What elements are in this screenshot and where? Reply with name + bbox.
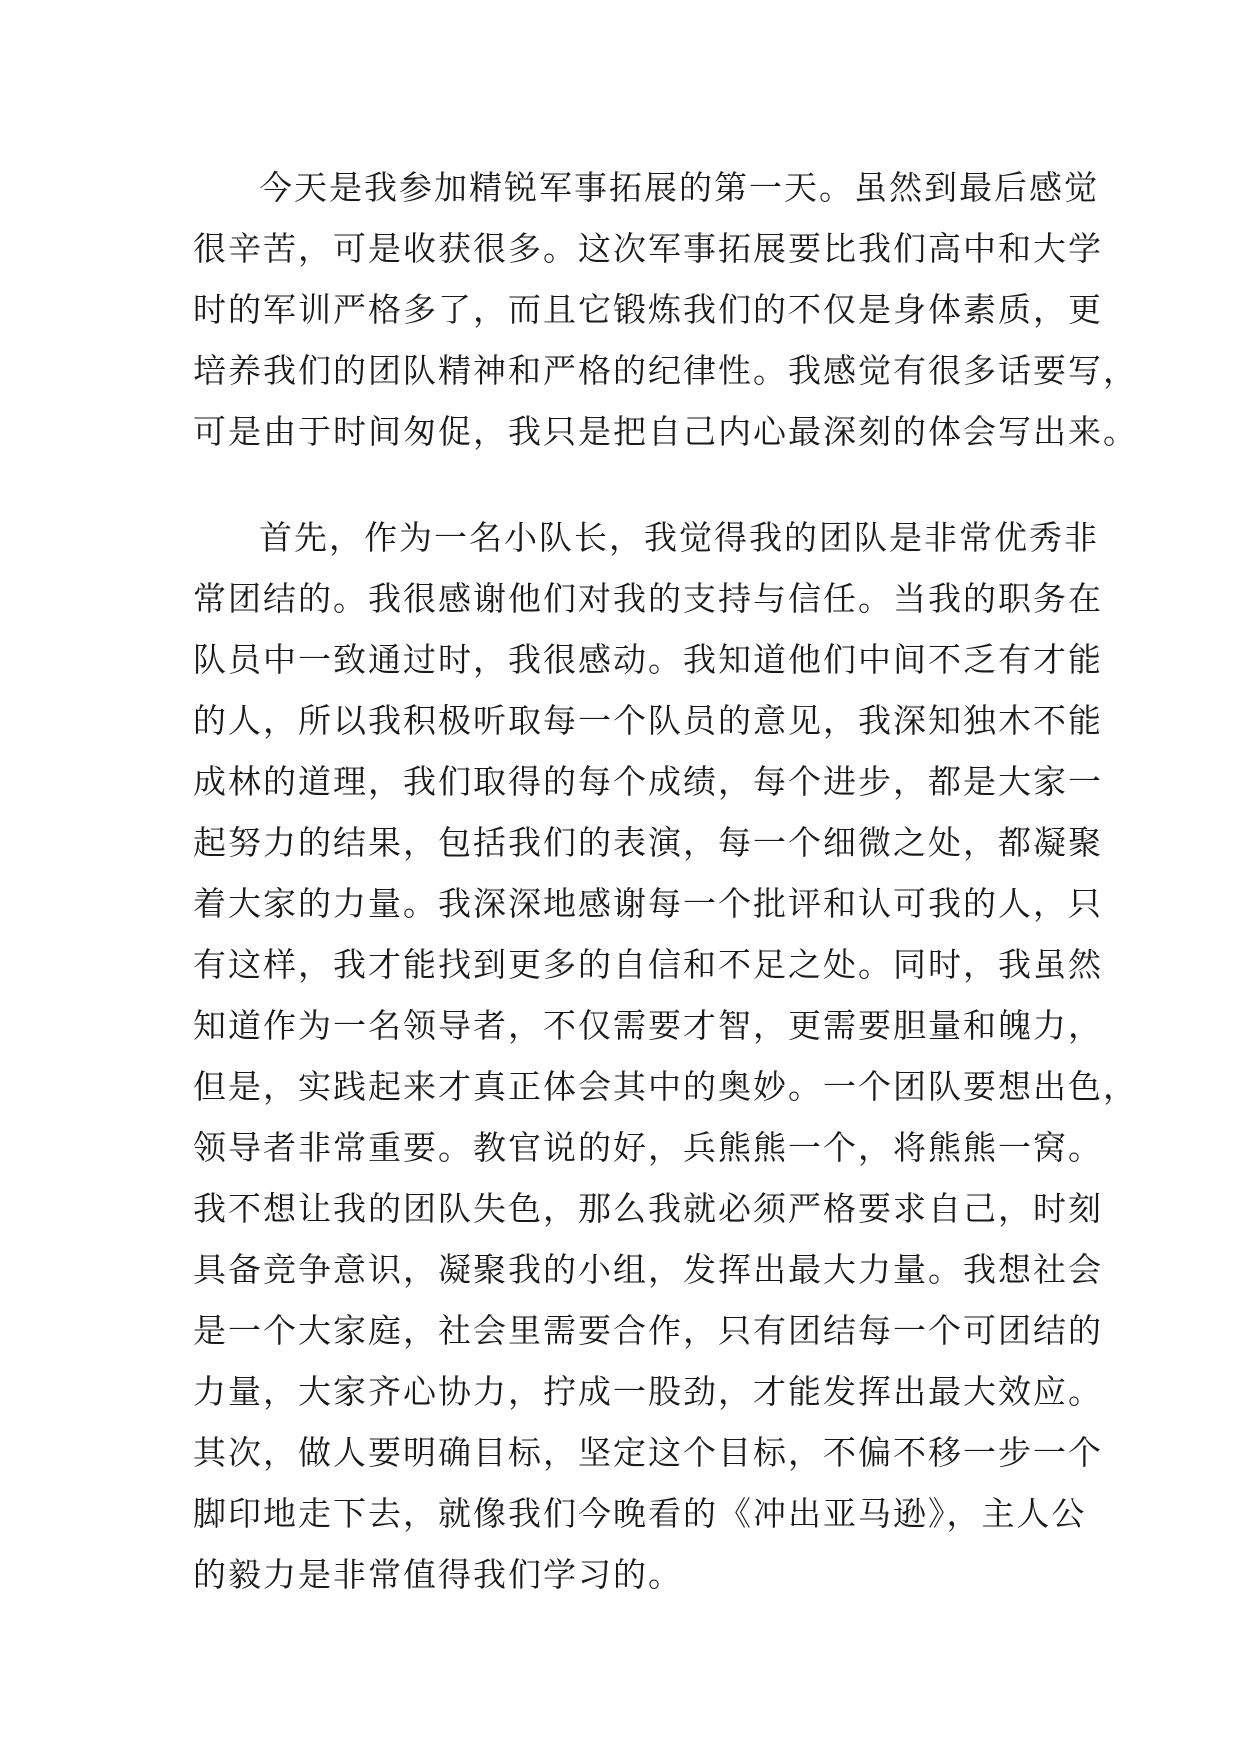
paragraph-line: 培养我们的团队精神和严格的纪律性。我感觉有很多话要写， [193,351,1138,390]
paragraph-line: 时的军训严格多了，而且它锻炼我们的不仅是身体素质，更 [193,290,1103,329]
paragraph-line: 是一个大家庭，社会里需要合作，只有团结每一个可团结的 [193,1311,1103,1350]
paragraph-line: 具备竞争意识，凝聚我的小组，发挥出最大力量。我想社会 [193,1250,1103,1289]
paragraph-line: 知道作为一名领导者，不仅需要才智，更需要胆量和魄力， [193,1006,1103,1045]
paragraph-line: 其次，做人要明确目标，坚定这个目标，不偏不移一步一个 [193,1433,1103,1472]
paragraph-line: 首先，作为一名小队长，我觉得我的团队是非常优秀非 [259,518,1099,557]
paragraph-line: 起努力的结果，包括我们的表演，每一个细微之处，都凝聚 [193,823,1103,862]
paragraph-line: 可是由于时间匆促，我只是把自己内心最深刻的体会写出来。 [193,412,1138,451]
paragraph-line: 今天是我参加精锐军事拓展的第一天。虽然到最后感觉 [259,168,1099,207]
paragraph-line: 但是，实践起来才真正体会其中的奥妙。一个团队要想出色， [193,1067,1138,1106]
paragraph-line: 很辛苦，可是收获很多。这次军事拓展要比我们高中和大学 [193,229,1103,268]
paragraph-1 [193,157,1138,462]
paragraph-line: 有这样，我才能找到更多的自信和不足之处。同时，我虽然 [193,945,1103,984]
paragraph-line: 的人，所以我积极听取每一个队员的意见，我深知独木不能 [193,701,1103,740]
paragraph-line: 脚印地走下去，就像我们今晚看的《冲出亚马逊》，主人公 [193,1494,1087,1533]
paragraph-2 [193,507,1138,1605]
paragraph-line: 的毅力是非常值得我们学习的。 [193,1555,683,1594]
paragraph-line: 力量，大家齐心协力，拧成一股劲，才能发挥出最大效应。 [193,1372,1103,1411]
paragraph-line: 领导者非常重要。教官说的好，兵熊熊一个，将熊熊一窝。 [193,1128,1103,1167]
paragraph-line: 我不想让我的团队失色，那么我就必须严格要求自己，时刻 [193,1189,1103,1228]
paragraph-line: 成林的道理，我们取得的每个成绩，每个进步，都是大家一 [193,762,1103,801]
paragraph-line: 着大家的力量。我深深地感谢每一个批评和认可我的人，只 [193,884,1103,923]
paragraph-line: 常团结的。我很感谢他们对我的支持与信任。当我的职务在 [193,579,1103,618]
paragraph-line: 队员中一致通过时，我很感动。我知道他们中间不乏有才能 [193,640,1103,679]
